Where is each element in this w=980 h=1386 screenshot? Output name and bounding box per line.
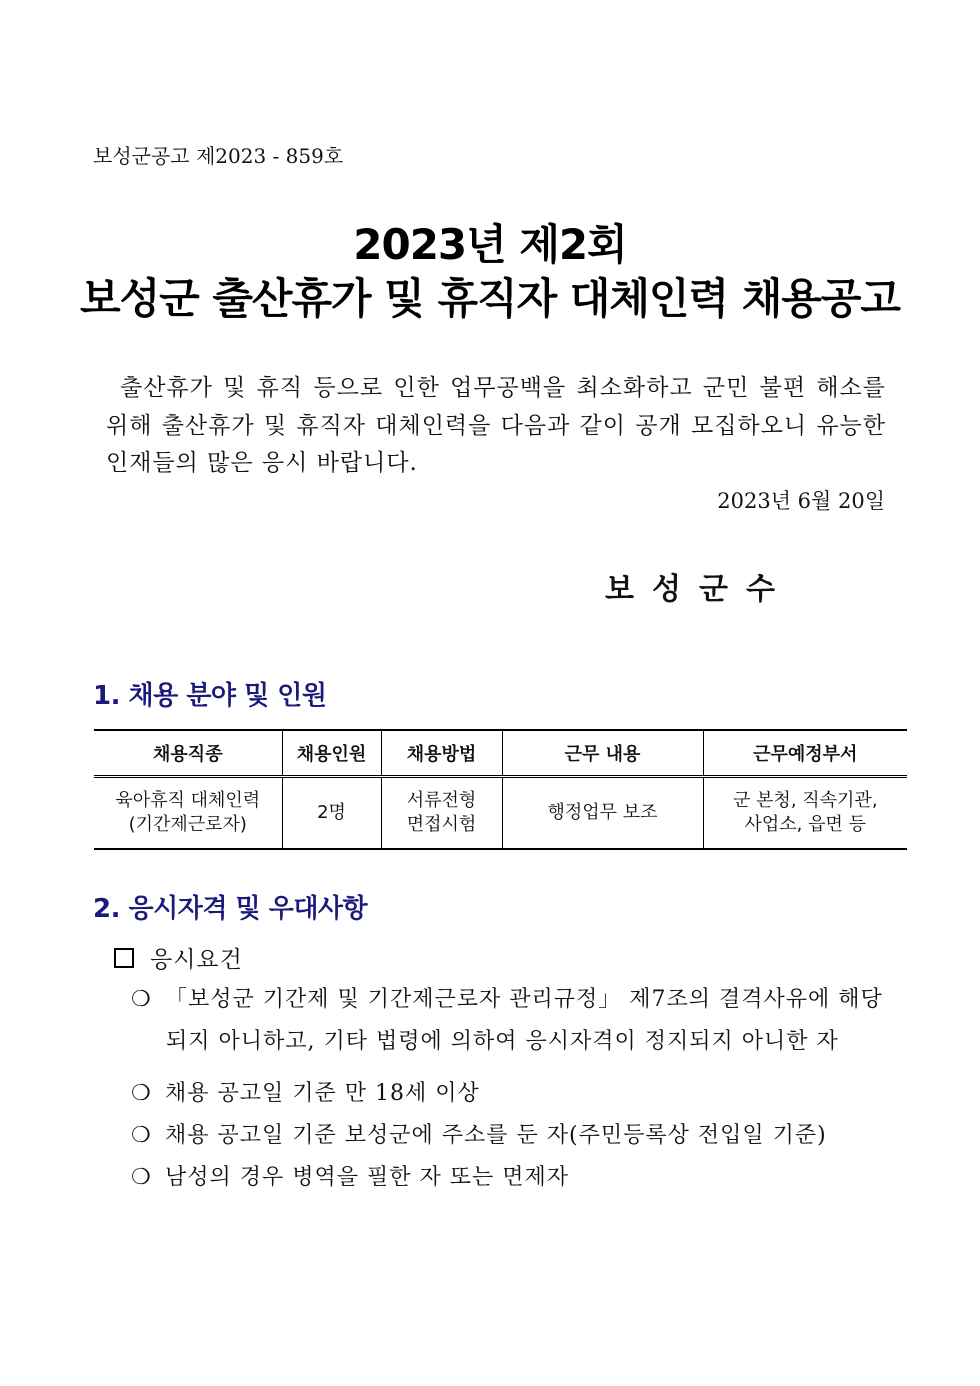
item-text: 채용 공고일 기준 만 18세 이상	[165, 1081, 480, 1106]
signer: 보성군수	[605, 572, 793, 607]
list-item	[131, 1076, 480, 1107]
intro-paragraph: 출산휴가 및 휴직 등으로 인한 업무공백을 최소화하고 군민 불편 해소를 위해 출산휴가 및 휴직자 대체인력을 다음과 같이 공개 모집하오니 유능한 인재들의 많은 응시 바랍니다.	[106, 375, 886, 476]
section-2-title: 2. 응시자격 및 우대사항	[93, 894, 368, 924]
job-line-2: (기간제근로자)	[128, 814, 247, 835]
cell-count: 2명	[282, 777, 381, 850]
title-line-1: 2023년 제2회	[353, 220, 627, 269]
header-dept: 근무예정부서	[703, 730, 907, 777]
header-method: 채용방법	[381, 730, 502, 777]
table-header-row	[94, 730, 907, 777]
section-1-title: 1. 채용 분야 및 인원	[93, 681, 327, 711]
dept-line-1: 군 본청, 직속기관,	[732, 790, 878, 811]
job-line-1: 육아휴직 대체인력	[115, 790, 261, 811]
title-line-2: 보성군 출산휴가 및 휴직자 대체인력 채용공고	[80, 274, 900, 323]
bullet-circle-icon: ❍	[131, 1165, 152, 1190]
notice-number: 보성군공고 제2023 - 859호	[93, 144, 344, 168]
method-line-2: 면접시험	[406, 814, 477, 835]
sub-heading	[114, 941, 243, 974]
cell-method	[381, 777, 502, 850]
item-text: 채용 공고일 기준 보성군에 주소를 둔 자(주민등록상 전입일 기준)	[165, 1123, 827, 1148]
recruitment-table	[94, 729, 907, 850]
header-job: 채용직종	[94, 730, 282, 777]
list-item-continuation: 되지 아니하고, 기타 법령에 의하여 응시자격이 정지되지 아니한 자	[166, 1029, 839, 1054]
method-line-1: 서류전형	[406, 790, 477, 811]
list-item	[131, 1160, 569, 1191]
sub-heading-label: 응시요건	[150, 947, 243, 973]
bullet-circle-icon: ❍	[131, 1081, 152, 1106]
bullet-circle-icon: ❍	[131, 987, 152, 1012]
header-count: 채용인원	[282, 730, 381, 777]
table-row	[94, 777, 907, 850]
header-duty: 근무 내용	[502, 730, 703, 777]
cell-duty: 행정업무 보조	[502, 777, 703, 850]
notice-date: 2023년 6월 20일	[717, 489, 885, 513]
item-text: 「보성군 기간제 및 기간제근로자 관리규정」 제7조의 결격사유에 해당	[165, 987, 883, 1012]
checkbox-square-icon	[114, 948, 134, 968]
list-item	[131, 982, 883, 1013]
list-item	[131, 1118, 827, 1149]
bullet-circle-icon: ❍	[131, 1123, 152, 1148]
cell-job	[94, 777, 282, 850]
cell-dept	[703, 777, 907, 850]
item-text: 남성의 경우 병역을 필한 자 또는 면제자	[165, 1165, 569, 1190]
dept-line-2: 사업소, 읍면 등	[744, 814, 866, 835]
